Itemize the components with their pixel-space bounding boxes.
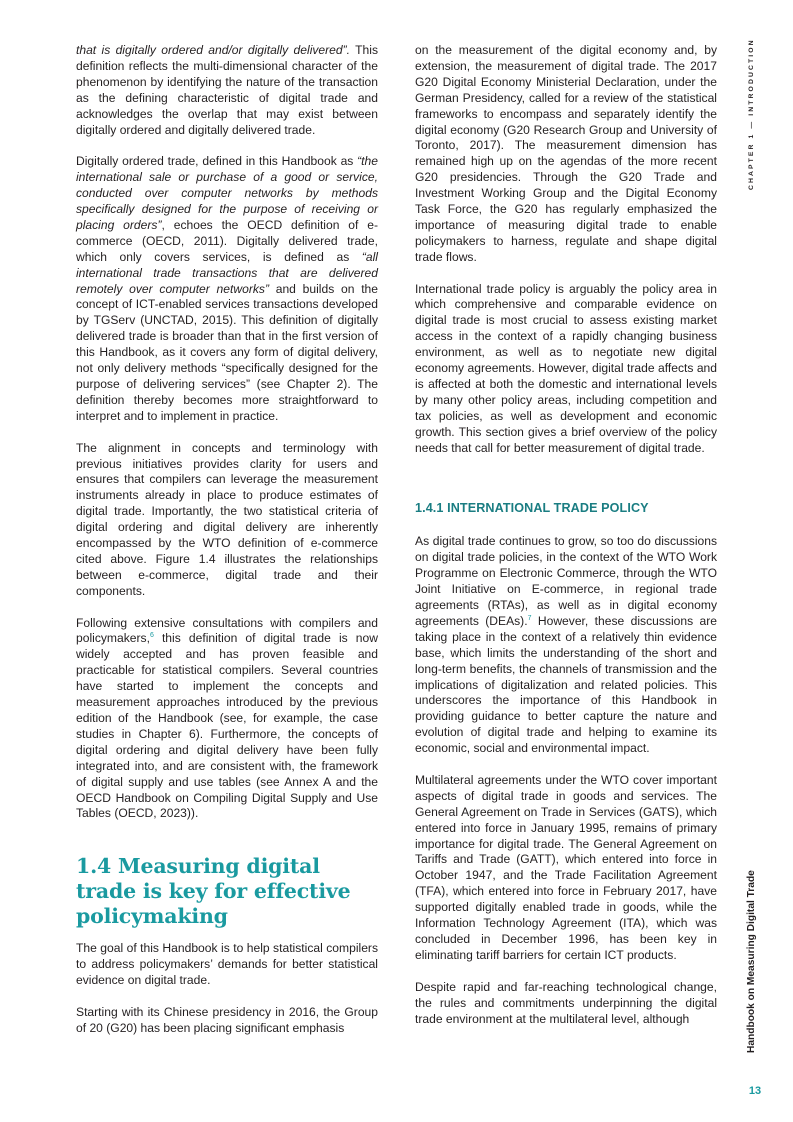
chapter-label-text: CHAPTER 1 — INTRODUCTION xyxy=(748,38,755,190)
text-run: and builds on the concept of ICT-enabled services transactions developed by TGServ (UNCTAD, 2015). This definition of digitally delivered trade is broader than that in the first version of this Handbook, as it covers any form of digital delivery, not only delivery methods “specifically designed for the purpose of delivering services” (see Chapter 2). The definition thereby becomes more straightforward to interpret and to implement in practice. xyxy=(76,281,379,423)
footnote-ref[interactable]: 7 xyxy=(527,614,532,622)
subsection-heading: 1.4.1 INTERNATIONAL TRADE POLICY xyxy=(415,501,649,516)
paragraph: The goal of this Handbook is to help statistical compilers to address policymakers’ demands for better statistical evidence on digital trade. xyxy=(76,941,378,988)
right-column xyxy=(415,43,717,1043)
text-run: This definition reflects the multi-dimensional character of the phenomenon by identifying the nature of the transaction as the defining characteristic of digital trade and acknowledges the overlap that may exist between digitally ordered and digitally delivered trade. xyxy=(76,43,378,137)
text-run: , echoes the OECD definition of e-commerce (OECD, 2011). Digitally delivered trade, which only covers services, is defined as xyxy=(76,217,378,264)
section-heading: 1.4 Measuring digital trade is key for effective policymaking xyxy=(76,854,351,929)
text-run: this definition of digital trade is now widely accepted and has proven feasible and practicable for statistical compilers. Several countries have started to implement the concepts and measurement approaches introduced by the previous edition of the Handbook (see, for example, the case studies in Chapter 6). Furthermore, the concepts of digital ordering and digital delivery have been fully integrated into, and are consistent with, the framework of digital supply and use tables (see Annex A and the OECD Handbook on Compiling Digital Supply and Use Tables (OECD, 2023)). xyxy=(76,631,378,821)
page-number: 13 xyxy=(748,1085,762,1097)
paragraph: International trade policy is arguably the policy area in which comprehensive and comparable evidence on digital trade is most crucial to assess existing market access in the context of a rapidly changing business environment, as well as to negotiate new digital economy agreements. However, digital trade affects and is affected at both the domestic and international levels by many other policy areas, including competition and tax policies, as well as development and economic growth. This section gives a brief overview of the policy needs that call for better measurement of digital trade. xyxy=(415,281,717,455)
text-run: Digitally ordered trade, defined in this Handbook as xyxy=(76,154,358,169)
chapter-label xyxy=(748,38,758,190)
paragraph: Despite rapid and far-reaching technological change, the rules and commitments underpinning the digital trade environment at the multilateral level, although xyxy=(415,979,717,1026)
paragraph: on the measurement of the digital economy and, by extension, the measurement of digital trade. The 2017 G20 Digital Economy Ministerial Declaration, under the German Presidency, called for a review of the statistical frameworks to encompass and separately identify the digital economy (G20 Research Group and University of Toronto, 2017). The measurement dimension has remained high up on the agendas of the more recent G20 presidencies. Through the G20 Trade and Investment Working Group and the Digital Economy Task Force, the G20 has regularly emphasized the importance of measuring digital trade to enable policymakers to harness, regulate and shape digital trade flows. xyxy=(415,43,717,264)
italic-text: that is digitally ordered and/or digitally delivered”. xyxy=(76,43,351,57)
text-run: Following extensive consultations with compilers and policymakers, xyxy=(76,615,378,646)
paragraph: The alignment in concepts and terminology with previous initiatives provides clarity for users and ensures that compilers can leverage the measurement instruments already in place to produce estimates of digital trade. Importantly, the two statistical criteria of digital ordering and digital delivery are inherently encompassed by the WTO definition of e-commerce cited above. Figure 1.4 illustrates the relationships between e-commerce, digital trade and their components. xyxy=(76,440,378,598)
text-run: As digital trade continues to grow, so too do discussions on digital trade policies, in the context of the WTO Work Programme on Electronic Commerce, through the WTO Joint Initiative on E-commerce, in regional trade agreements (RTAs), as well as in digital economy agreements (DEAs). xyxy=(415,534,717,628)
italic-text: “all international trade transactions that are delivered remotely over computer networks” xyxy=(76,249,378,296)
handbook-title-text: Handbook on Measuring Digital Trade xyxy=(746,870,757,1053)
text-run: However, these discussions are taking place in the context of a relatively thin evidence base, which limits the understanding of the short and long-term benefits, the channels of transmission and the implications of digitalization and related policies. This underscores the importance of this Handbook in providing guidance to better capture the nature and evolution of digital trade and helping to examine its economic, social and environmental impact. xyxy=(415,613,717,756)
handbook-title-label xyxy=(746,870,760,1053)
paragraph: Multilateral agreements under the WTO cover important aspects of digital trade in goods and services. The General Agreement on Trade in Services (GATS), which entered into force in January 1995, remains of primary importance for digital trade. The General Agreement on Tariffs and Trade (GATT), which entered into force in October 1947, and the Trade Facilitation Agreement (TFA), which entered into force in February 2017, have supported digitally enabled trade in goods, while the Information Technology Agreement (ITA), which was concluded in December 1996, has been key in eliminating tariff barriers for certain ICT products. xyxy=(415,772,717,962)
italic-text: “the international sale or purchase of a good or service, conducted over computer networks by methods specifically designed for the purpose of receiving or placing orders” xyxy=(76,154,378,232)
paragraph xyxy=(76,154,378,424)
paragraph xyxy=(76,43,378,138)
paragraph: Starting with its Chinese presidency in 2016, the Group of 20 (G20) has been placing significant emphasis xyxy=(76,1004,378,1035)
footnote-ref[interactable]: 6 xyxy=(149,632,154,640)
spacer xyxy=(415,472,717,482)
left-column xyxy=(76,43,378,1053)
paragraph xyxy=(415,534,717,757)
paragraph xyxy=(76,616,378,823)
